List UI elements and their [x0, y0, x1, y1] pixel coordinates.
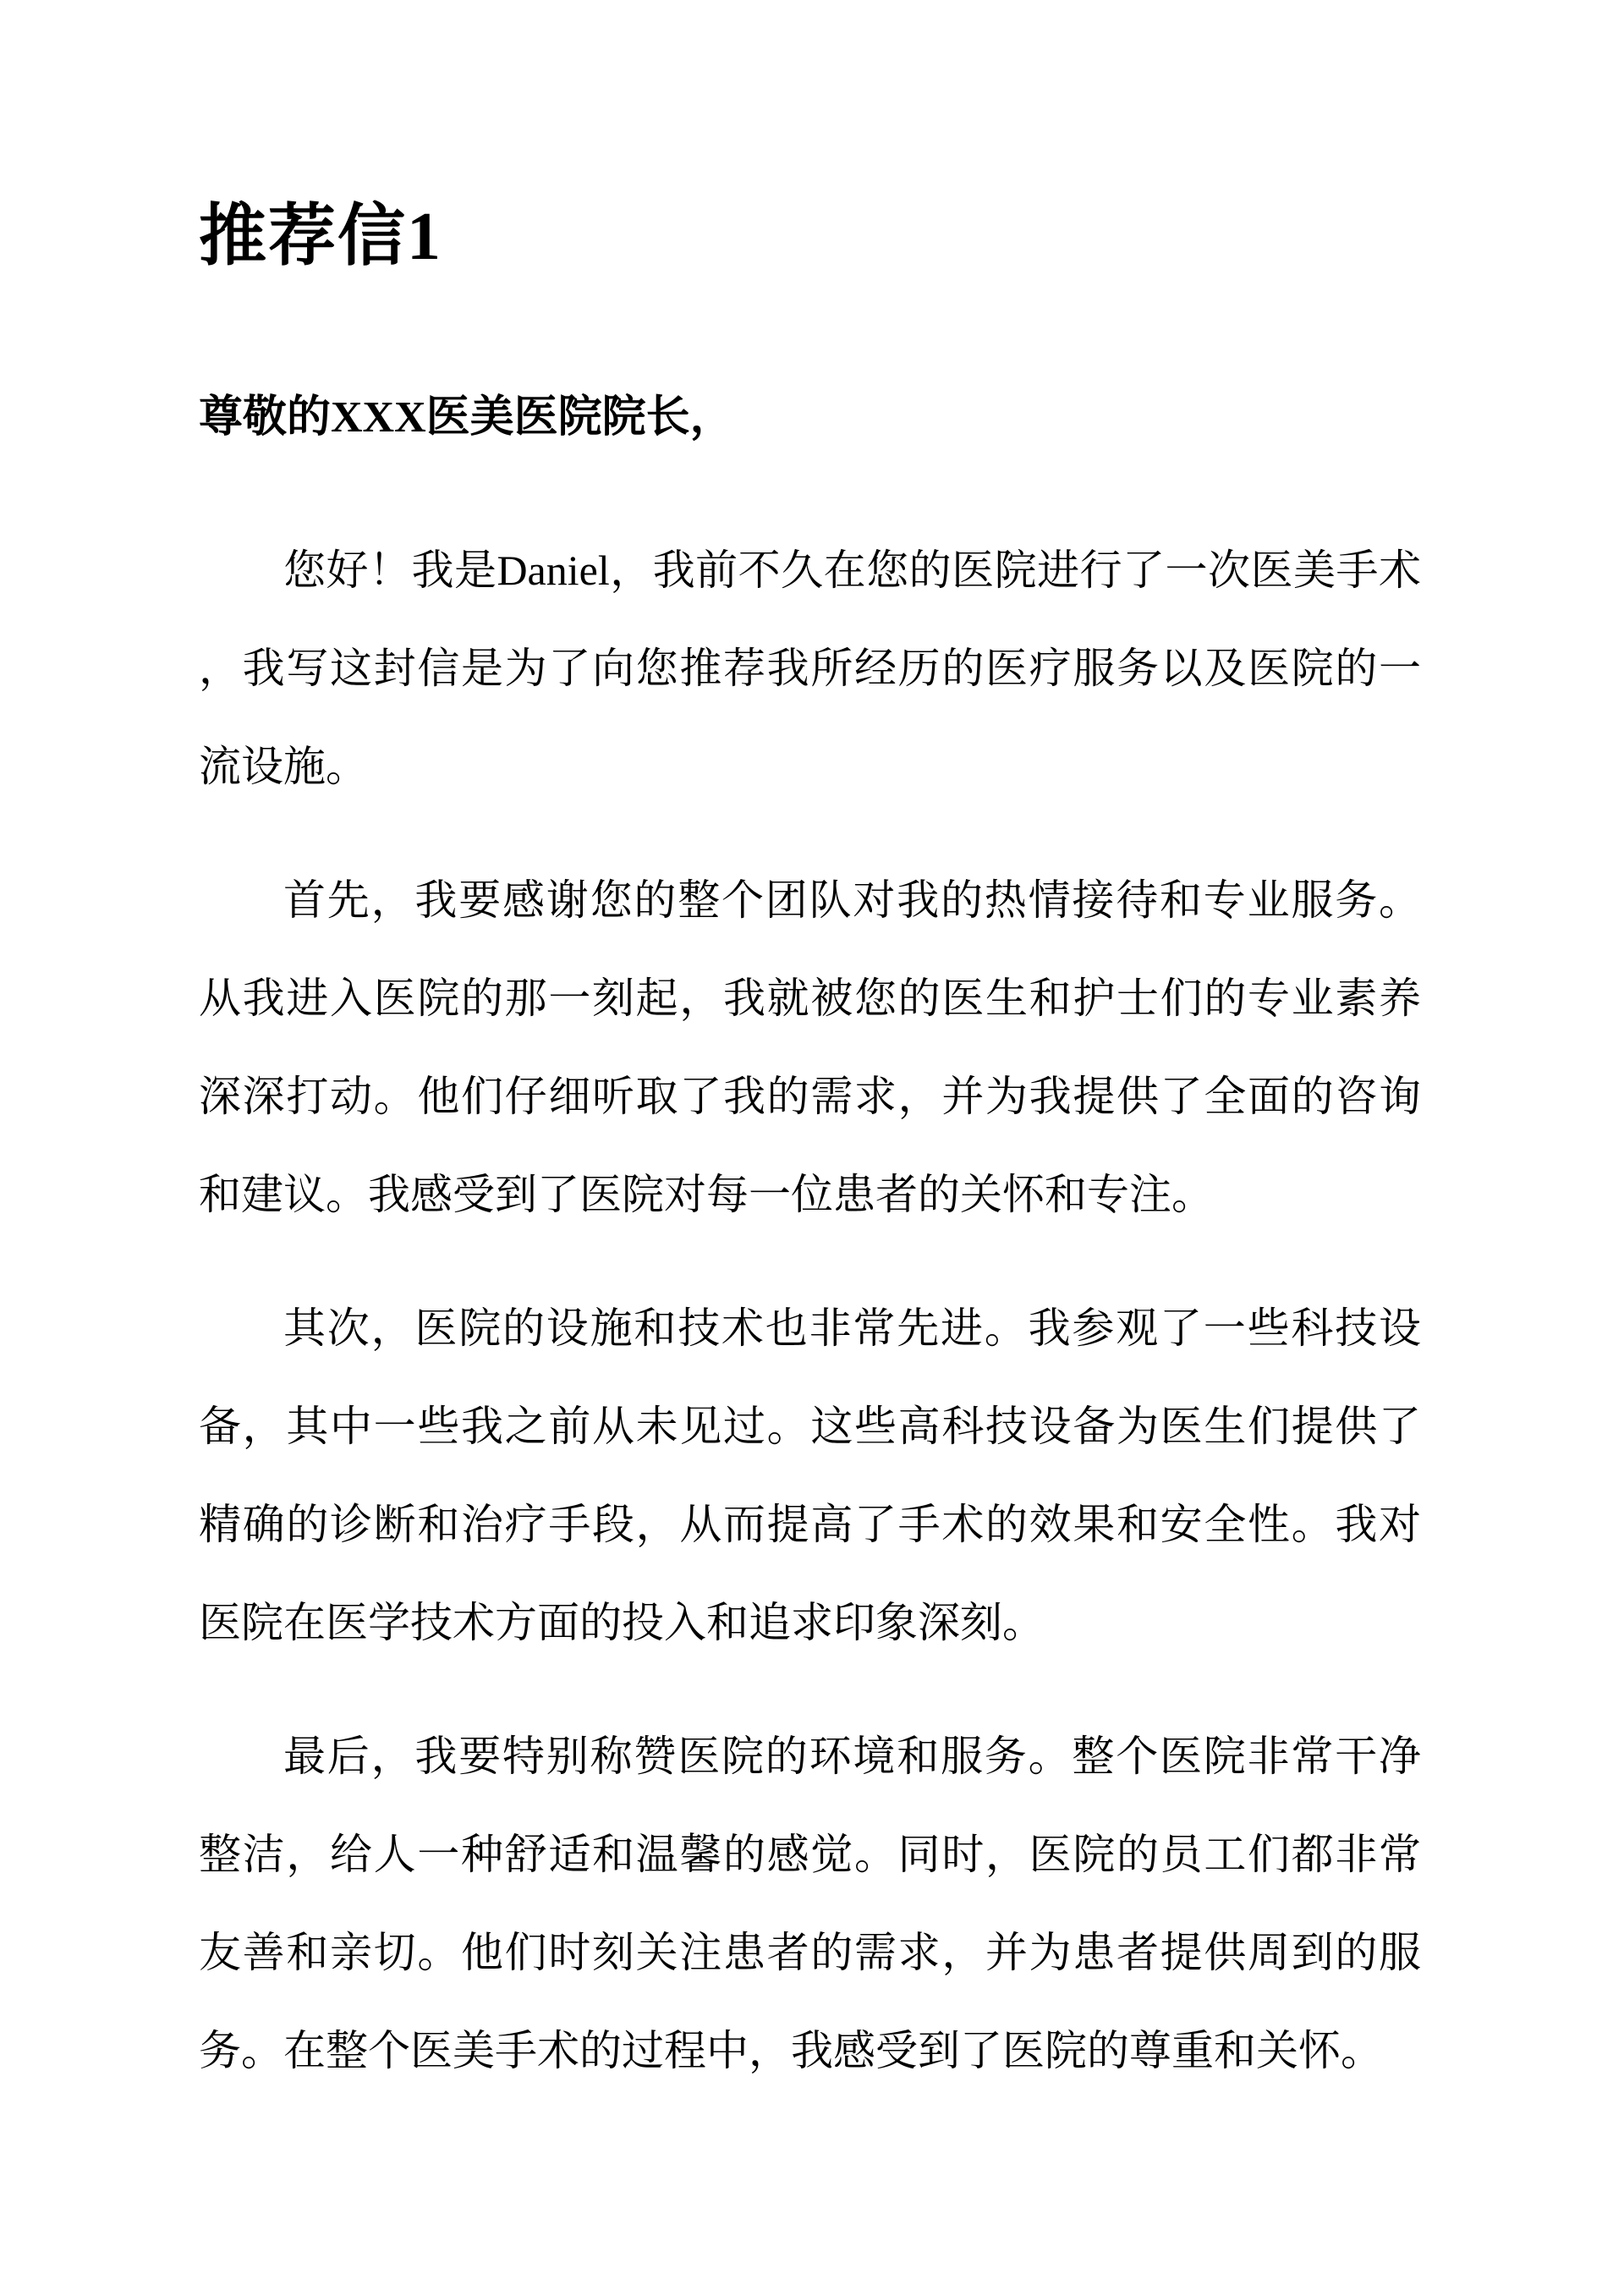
- paragraph-facilities-technology: 其次，医院的设施和技术也非常先进。我参观了一些科技设备，其中一些我之前从未见过。这些高科技设备为医生们提供了精确的诊断和治疗手段，从而提高了手术的效果和安全性。我对医院在医学技术方面的投入和追求印象深刻。: [199, 1304, 1421, 1646]
- paragraph-team-service: 首先，我要感谢您的整个团队对我的热情接待和专业服务。从我进入医院的那一刻起，我就被您的医生和护士们的专业素养深深打动。他们仔细听取了我的需求，并为我提供了全面的咨询和建议。我感受到了医院对每一位患者的关怀和专注。: [199, 876, 1421, 1218]
- paragraph-intro: 您好！我是Daniel，我前不久在您的医院进行了一次医美手术，我写这封信是为了向您推荐我所经历的医疗服务以及医院的一流设施。: [199, 546, 1421, 790]
- document-title: 推荐信1: [199, 200, 442, 274]
- paragraph-environment-service: 最后，我要特别称赞医院的环境和服务。整个医院非常干净整洁，给人一种舒适和温馨的感觉。同时，医院的员工们都非常友善和亲切。他们时刻关注患者的需求，并为患者提供周到的服务。在整个医美手术的过程中，我感受到了医院的尊重和关怀。: [199, 1732, 1421, 2074]
- salutation-line: 尊敬的XXX医美医院院长，: [199, 393, 734, 442]
